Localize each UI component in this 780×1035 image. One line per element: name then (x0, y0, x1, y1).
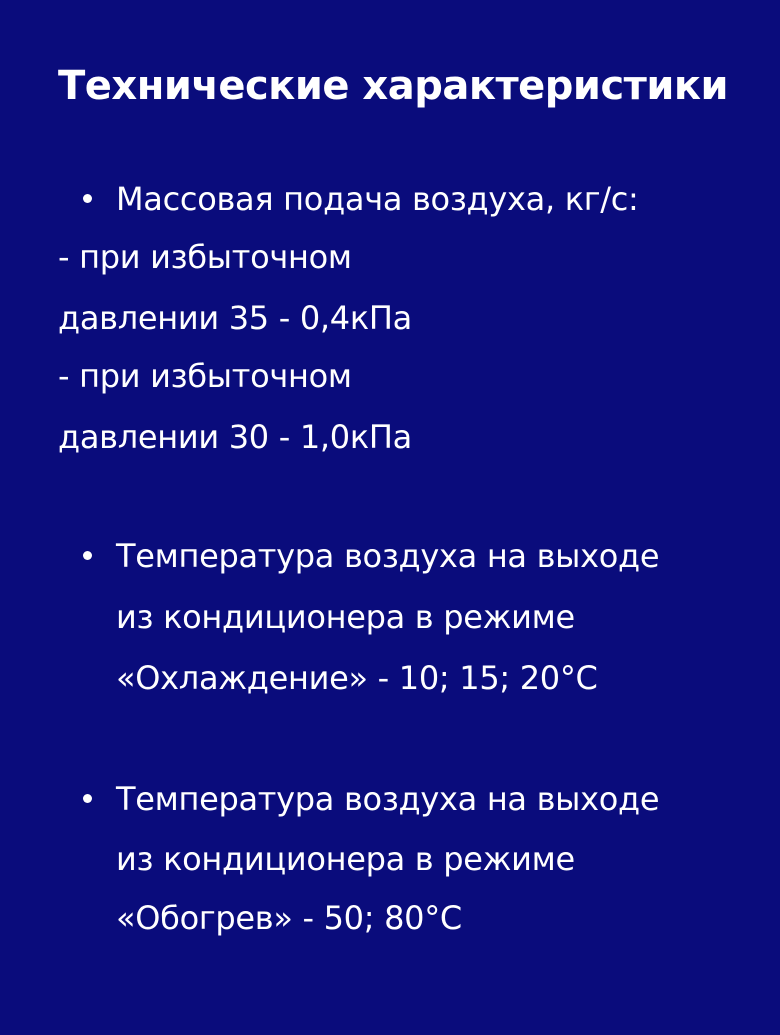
bullet2-line-1: Температура воздуха на выходе (116, 537, 660, 575)
bullet-marker-2 (83, 551, 92, 560)
slide-title: Технические характеристики (58, 63, 729, 109)
bullet1-heading: Массовая подача воздуха, кг/с: (116, 180, 639, 218)
bullet2-line-3: «Охлаждение» - 10; 15; 20°C (116, 659, 598, 697)
bullet3-line-3: «Обогрев» - 50; 80°C (116, 899, 462, 937)
bullet2-line-2: из кондиционера в режиме (116, 598, 575, 636)
bullet-marker-3 (83, 794, 92, 803)
bullet1-line-4: давлении 30 - 1,0кПа (58, 418, 412, 456)
bullet-marker-1 (83, 194, 92, 203)
bullet1-line-1: - при избыточном (58, 238, 352, 276)
bullet1-line-2: давлении 35 - 0,4кПа (58, 299, 412, 337)
bullet3-line-1: Температура воздуха на выходе (116, 780, 660, 818)
bullet1-line-3: - при избыточном (58, 357, 352, 395)
bullet3-line-2: из кондиционера в режиме (116, 840, 575, 878)
